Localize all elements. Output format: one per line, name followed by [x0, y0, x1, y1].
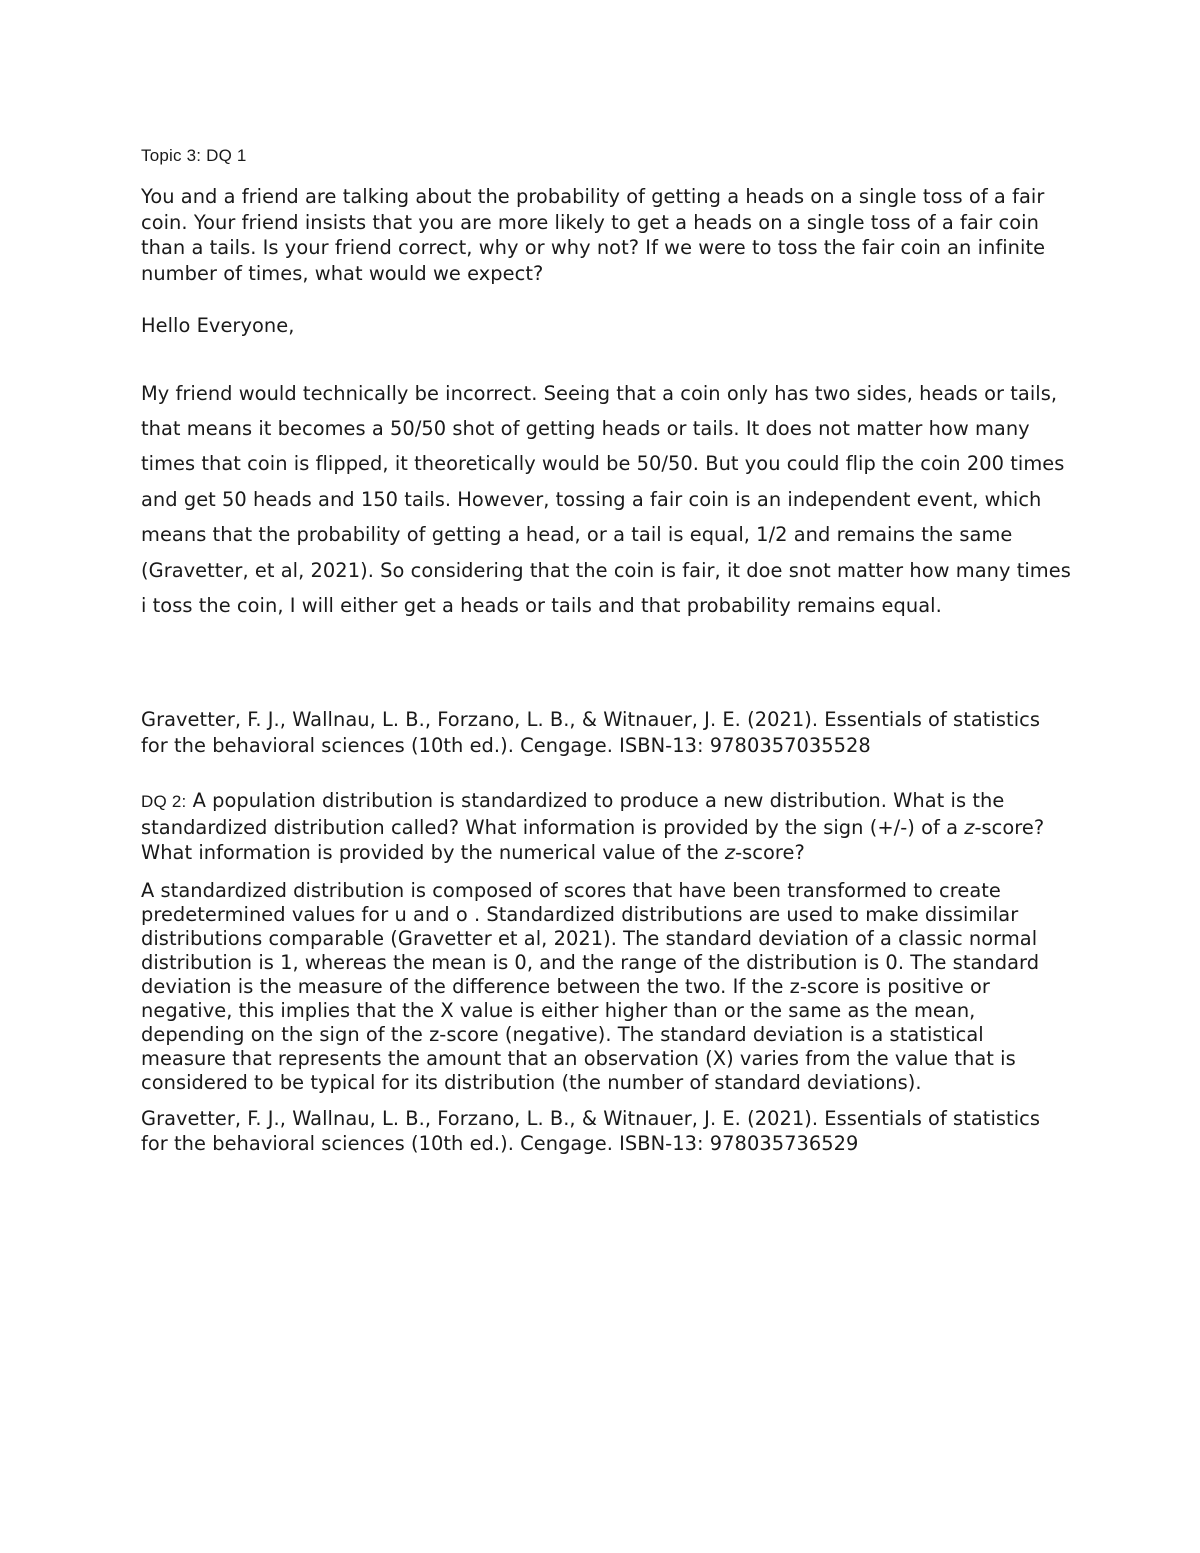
dq2-label: DQ 2:	[141, 792, 187, 812]
z-letter: z	[724, 841, 736, 865]
dq2-question-part2: -score? What information is provided by the numerical value of the	[141, 815, 1045, 865]
dq2-question	[141, 788, 1071, 866]
dq2-question-part3: -score?	[735, 841, 805, 865]
z-letter: z	[964, 815, 975, 839]
dq1-reference: Gravetter, F. J., Wallnau, L. B., Forzano, L. B., & Witnauer, J. E. (2021). Essentials of statistics for the behavioral sciences (10th ed.). Cengage. ISBN-13: 9780357035528	[141, 708, 1040, 757]
dq2-answer: A standardized distribution is composed of scores that have been transformed to create predetermined values for u and o . Standardized distributions are used to make dissimilar distributions comparable (Gravetter et al, 2021). The standard deviation of a classic normal distribution is 1, whereas the mean is 0, and the range of the distribution is 0. The standard deviation is the measure of the difference between the two. If the z-score is positive or negative, this implies that the X value is either higher than or the same as the mean, depending on the sign of the z-score (negative). The standard deviation is a statistical measure that represents the amount that an observation (X) varies from the value that is considered to be typical for its distribution (the number of standard deviations).	[141, 878, 1040, 1094]
dq1-answer: My friend would technically be incorrect. Seeing that a coin only has two sides, heads or tails, that means it becomes a 50/50 shot of getting heads or tails. It does not matter how many times that coin is flipped, it theoretically would be 50/50. But you could flip the coin 200 times and get 50 heads and 150 tails. However, tossing a fair coin is an independent event, which means that the probability of getting a head, or a tail is equal, 1/2 and remains the same (Gravetter, et al, 2021). So considering that the coin is fair, it doe snot matter how many times i toss the coin, I will either get a heads or tails and that probability remains equal.	[141, 381, 1071, 617]
dq2-question-part1: A population distribution is standardized to produce a new distribution. What is the standardized distribution called? What information is provided by the sign (+/-) of a	[141, 789, 1005, 839]
dq2-reference: Gravetter, F. J., Wallnau, L. B., Forzano, L. B., & Witnauer, J. E. (2021). Essentials of statistics for the behavioral sciences (10th ed.). Cengage. ISBN-13: 978035736529	[141, 1106, 1040, 1156]
topic-heading: Topic 3: DQ 1	[141, 146, 247, 165]
dq1-question: You and a friend are talking about the probability of getting a heads on a single toss of a fair coin. Your friend insists that you are more likely to get a heads on a single toss of a fair coin than a tails. Is your friend correct, why or why not? If we were to toss the fair coin an infinite number of times, what would we expect?	[141, 185, 1046, 285]
greeting: Hello Everyone,	[141, 314, 295, 337]
document-page	[141, 146, 1071, 1157]
